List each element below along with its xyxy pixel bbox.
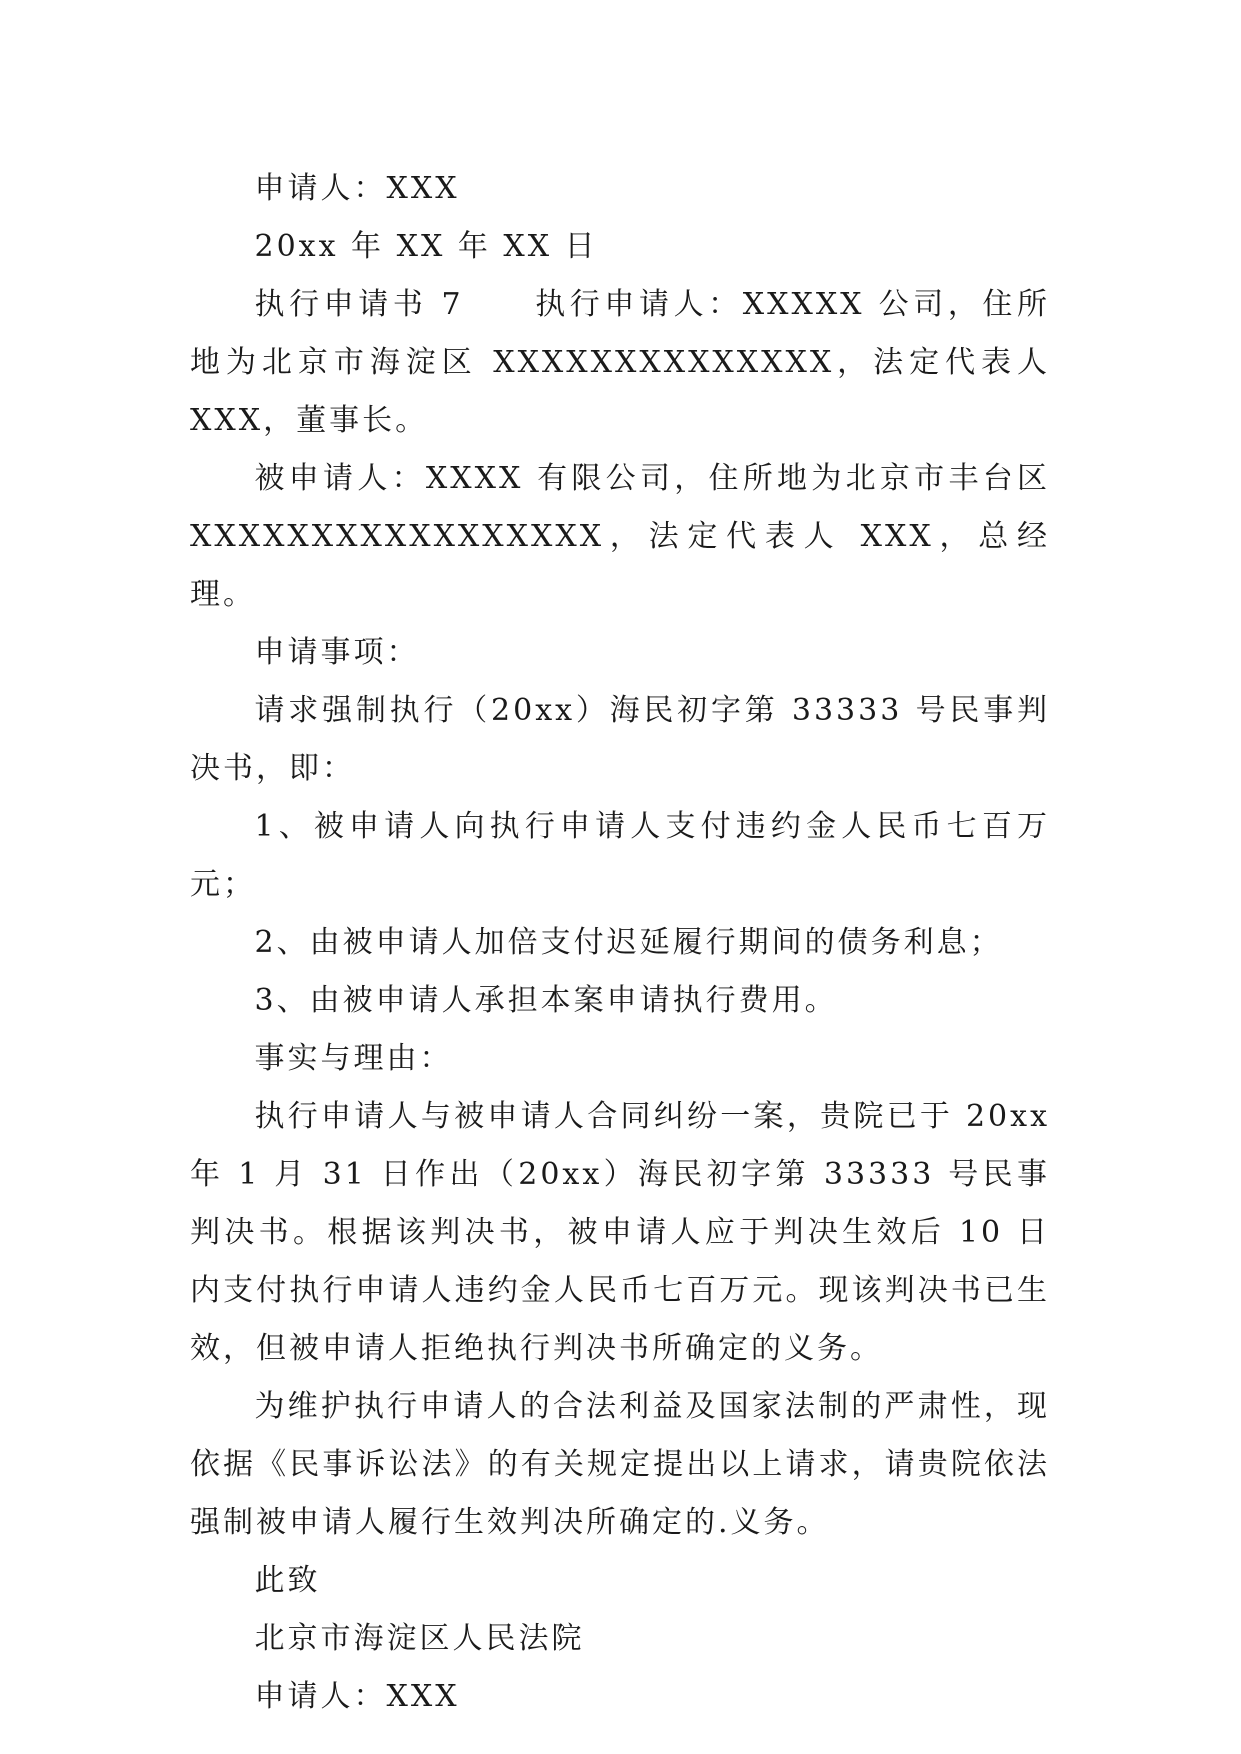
respondent-info: 被申请人：XXXX 有限公司，住所地为北京市丰台区 XXXXXXXXXXXXXXXXX，法定代表人 XXX，总经理。 <box>190 461 1050 612</box>
signature-applicant-bottom: 申请人：XXX <box>254 1679 460 1714</box>
request-paragraph: 为维护执行申请人的合法利益及国家法制的严肃性，现依据《民事诉讼法》的有关规定提出以上请求，请贵院依法强制被申请人履行生效判决所确定的.义务。 <box>190 1389 1050 1540</box>
claim-item-2: 2、由被申请人加倍支付迟延履行期间的债务利息； <box>254 925 1003 960</box>
signature-applicant-top: 申请人：XXX <box>254 171 460 206</box>
applicant-paragraph <box>190 276 1050 450</box>
document-title: 执行申请书 7 <box>254 287 464 322</box>
claims-intro: 请求强制执行（20xx）海民初字第 33333 号民事判决书，即： <box>190 693 1050 786</box>
applicant-info: 执行申请人：XXXXX 公司，住所地为北京市海淀区 XXXXXXXXXXXXXX，法定代表人 XXX，董事长。 <box>190 287 1050 438</box>
closing-salutation: 此致 <box>254 1563 321 1598</box>
document-body <box>190 160 1050 1726</box>
facts-paragraph: 执行申请人与被申请人合同纠纷一案，贵院已于 20xx 年 1 月 31 日作出（20xx）海民初字第 33333 号民事判决书。根据该判决书，被申请人应于判决生效后 10 日内支付执行申请人违约金人民币七百万元。现该判决书已生效，但被申请人拒绝执行判决书所确定的义务。 <box>190 1099 1050 1366</box>
section-heading-facts: 事实与理由： <box>254 1041 453 1076</box>
claim-item-3: 3、由被申请人承担本案申请执行费用。 <box>254 983 838 1018</box>
signature-date: 20xx 年 XX 年 XX 日 <box>254 229 598 264</box>
section-heading-claims: 申请事项： <box>254 635 420 670</box>
claim-item-1: 1、被申请人向执行申请人支付违约金人民币七百万元； <box>190 809 1050 902</box>
court-name: 北京市海淀区人民法院 <box>254 1621 585 1656</box>
